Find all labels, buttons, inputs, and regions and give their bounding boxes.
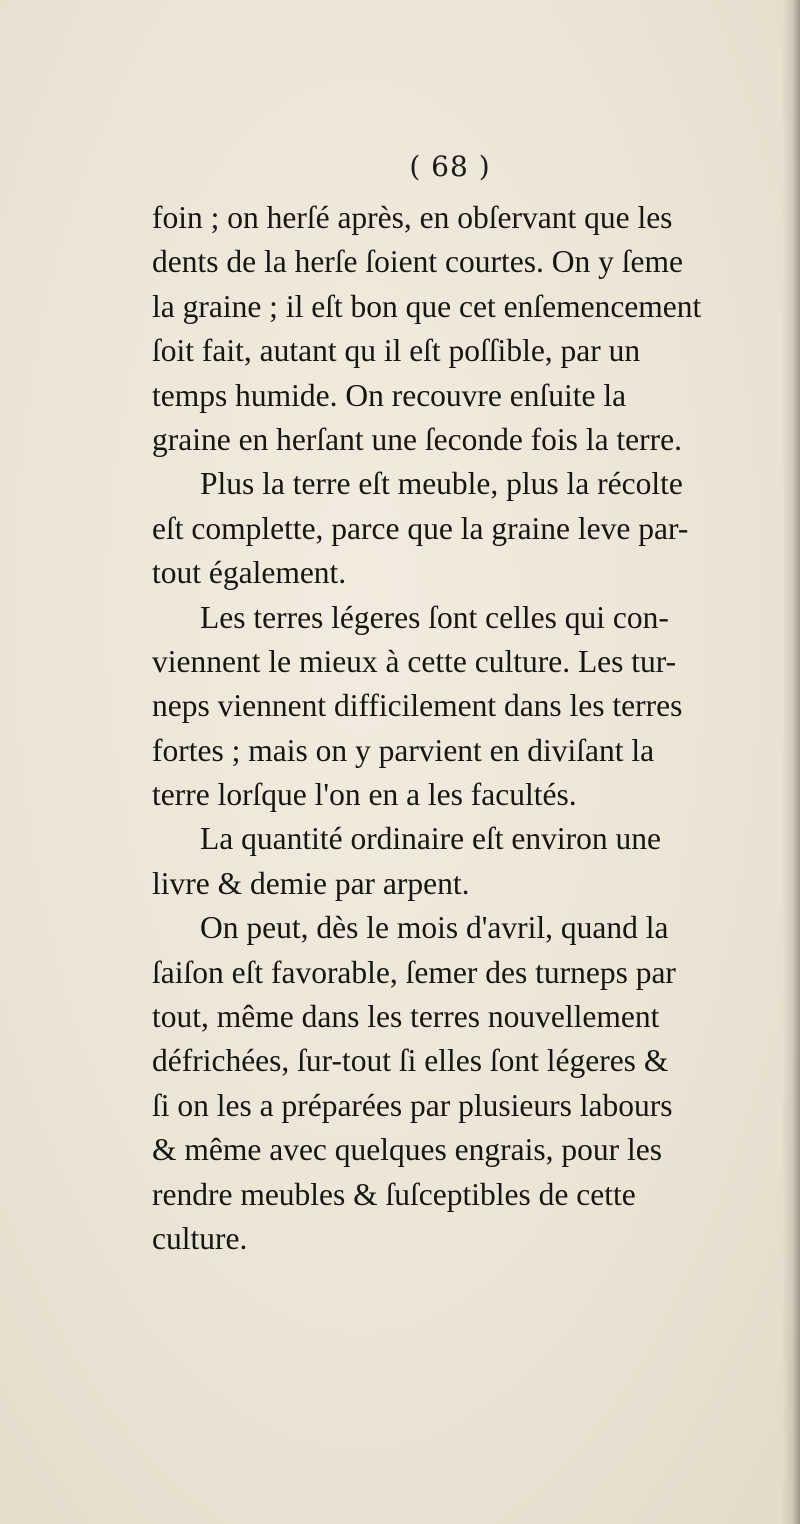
text-line: ſi on les a préparées par plusieurs labours — [152, 1087, 673, 1123]
text-line: défrichées, ſur-tout ſi elles ſont légeres & — [152, 1043, 669, 1079]
text-line: tout, même dans les terres nouvellement — [152, 999, 660, 1035]
text-line: livre & demie par arpent. — [152, 865, 470, 901]
text-line: rendre meubles & ſuſceptibles de cette — [152, 1176, 636, 1212]
page-number: ( 68 ) — [409, 150, 491, 183]
paragraph-start-line: On peut, dès le mois d'avril, quand la — [200, 910, 669, 946]
body-text — [152, 196, 792, 1261]
text-line: eſt complette, parce que la graine leve par- — [152, 510, 689, 546]
text-line: culture. — [152, 1220, 248, 1256]
text-line: viennent le mieux à cette culture. Les tur- — [152, 643, 677, 679]
text-line: & même avec quelques engrais, pour les — [152, 1132, 662, 1168]
text-line: fortes ; mais on y parvient en diviſant la — [152, 732, 655, 768]
text-line: neps viennent difficilement dans les terres — [152, 688, 683, 724]
text-line: ſoit fait, autant qu il eſt poſſible, par un — [152, 333, 641, 369]
text-line: tout également. — [152, 555, 347, 591]
text-line: ſaiſon eſt favorable, ſemer des turneps par — [152, 954, 676, 990]
paragraph-start-line: La quantité ordinaire eſt environ une — [200, 821, 661, 857]
text-line: la graine ; il eſt bon que cet enſemencement — [152, 288, 702, 324]
paragraph-start-line: Plus la terre eſt meuble, plus la récolte — [200, 466, 683, 502]
text-line: graine en herſant une ſeconde fois la terre. — [152, 421, 682, 457]
text-line: temps humide. On recouvre enſuite la — [152, 377, 627, 413]
text-line: terre lorſque l'on en a les facultés. — [152, 777, 577, 813]
paragraph-start-line: Les terres légeres ſont celles qui con- — [200, 599, 669, 635]
text-line: dents de la herſe ſoient courtes. On y ſeme — [152, 244, 683, 280]
text-line: foin ; on herſé après, en obſervant que les — [152, 200, 673, 235]
